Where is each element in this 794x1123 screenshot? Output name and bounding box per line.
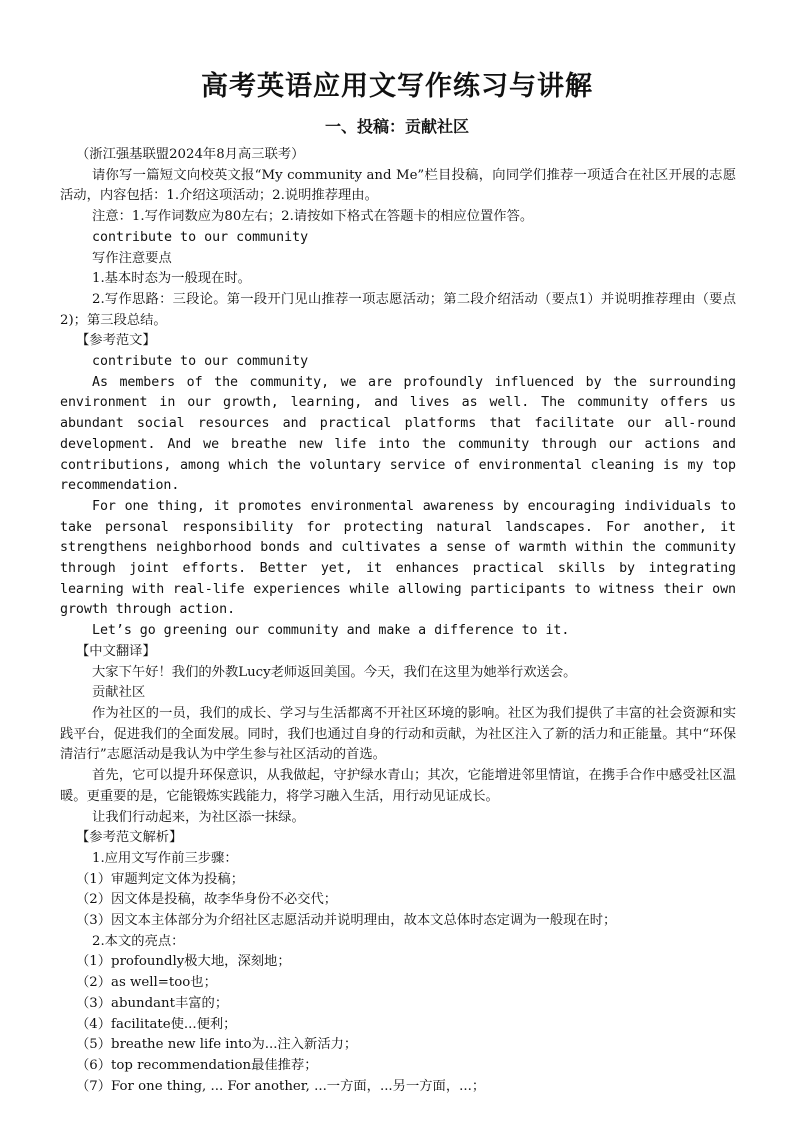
highlight-1: （1）profoundly极大地，深刻地； [76,954,291,970]
analysis-item-1: 1.应用文写作前三步骤： [92,850,238,866]
step-2: （2）因文体是投稿，故李华身份不必交代； [76,892,338,908]
format-title: contribute to our community [92,229,309,245]
sample-title: contribute to our community [92,354,309,370]
note-line: 注意：1.写作词数应为80左右；2.请按如下格式在答题卡的相应位置作答。 [92,209,534,225]
translation-paragraph-1: 作为社区的一员，我们的成长、学习与生活都离不开社区环境的影响。社区为我们提供了丰富的社会资源和实践平台，促进我们的全面发展。同时，我们也通过自身的行动和贡献，为社区注入了新的活力和正能量。其中“环保清洁行”志愿活动是我认为中学生参与社区活动的首选。 [60,705,736,763]
sample-paragraph-3: Let’s go greening our community and make a difference to it. [92,623,570,639]
tip-2: 2.写作思路：三段论。第一段开门见山推荐一项志愿活动；第二段介绍活动（要点1）并说明推荐理由（要点2)；第三段总结。 [60,291,736,328]
source-line: （浙江强基联盟2024年8月高三联考） [76,147,305,162]
highlight-3: （3）abundant丰富的； [76,995,229,1011]
step-1: （1）审题判定文体为投稿； [76,871,245,887]
highlight-4: （4）facilitate使...便利； [76,1016,237,1032]
sample-paragraph-1: As members of the community, we are profoundly influenced by the surrounding environment in our growth, learning, and lives as well. The community offers us abundant social resources and practical platforms that facilitate our all-round development. And we breathe new life into the community through our actions and contributions, among which the voluntary service of environmental cleaning is my top recommendation. [60,374,736,494]
step-3: （3）因文本主体部分为介绍社区志愿活动并说明理由，故本文总体时态定调为一般现在时； [76,913,617,929]
page-title: 高考英语应用文写作练习与讲解 [201,71,593,102]
translation-paragraph-3: 让我们行动起来，为社区添一抹绿。 [92,809,305,825]
translation-title: 贡献社区 [92,685,146,701]
document-body [60,145,736,1097]
highlight-6: （6）top recommendation最佳推荐； [76,1057,318,1073]
sample-paragraph-2: For one thing, it promotes environmental awareness by encouraging individuals to take personal responsibility for protecting natural landscapes. For another, it strengthens neighborhood bonds and cultivates a sense of warmth within the community through joint efforts. Better yet, it enhances practical skills by integrating learning with real-life experiences while allowing participants to witness their own growth through action. [60,498,736,618]
tip-1: 1.基本时态为一般现在时。 [92,271,251,287]
highlight-2: （2）as well=too也； [76,975,217,991]
tips-heading: 写作注意要点 [92,250,172,266]
translation-line: 大家下午好！我们的外教Lucy老师返回美国。今天，我们在这里为她举行欢送会。 [92,664,577,680]
analysis-heading: 【参考范文解析】 [76,830,183,846]
highlight-7: （7）For one thing, ... For another, ...一方面，...另一方面，...； [76,1078,486,1094]
section-subtitle: 一、投稿：贡献社区 [324,117,469,136]
analysis-item-2: 2.本文的亮点： [92,933,185,949]
highlight-5: （5）breathe new life into为...注入新活力； [76,1037,358,1053]
translation-paragraph-2: 首先，它可以提升环保意识，从我做起，守护绿水青山；其次，它能增进邻里情谊，在携手合作中感受社区温暖。更重要的是，它能锻炼实践能力，将学习融入生活，用行动见证成长。 [60,768,736,804]
translation-heading: 【中文翻译】 [76,643,156,659]
sample-heading: 【参考范文】 [76,333,156,349]
prompt-paragraph: 请你写一篇短文向校英文报“My community and Me”栏目投稿，向同学们推荐一项适合在社区开展的志愿活动，内容包括：1.介绍这项活动；2.说明推荐理由。 [60,167,736,204]
